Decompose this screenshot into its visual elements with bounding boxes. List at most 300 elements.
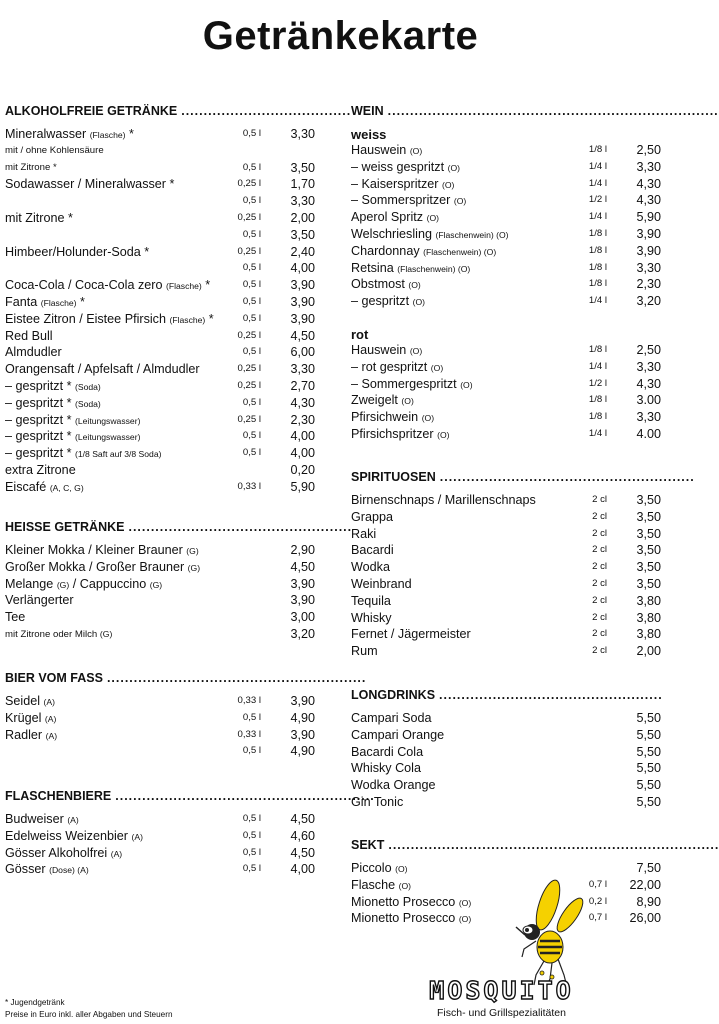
item-name — [5, 445, 161, 463]
allergen-note: (O) — [398, 880, 412, 891]
item-quantity: 0,33 l — [237, 695, 261, 706]
allergen-note: (O) — [426, 213, 440, 224]
page-title: Getränkekarte — [202, 14, 479, 58]
menu-item — [351, 293, 663, 310]
menu-item — [351, 260, 663, 277]
allergen-note: (Leitungswasser) — [75, 432, 141, 443]
menu-item — [5, 244, 317, 261]
item-name-text: Rum — [351, 644, 378, 659]
item-name-text: Almdudler — [5, 345, 62, 360]
logo-wordmark: MOSQUITO — [429, 976, 574, 1005]
allergen-note: (G) — [149, 579, 163, 590]
menu-item — [5, 428, 317, 445]
section-header — [351, 466, 695, 484]
menu-item — [5, 609, 317, 626]
item-name — [351, 293, 425, 311]
item-name-text: Raki — [351, 526, 377, 541]
item-name — [351, 260, 470, 278]
item-name — [351, 492, 536, 509]
menu-item — [351, 226, 663, 243]
item-quantity: 0,25 l — [237, 413, 261, 425]
item-name — [5, 176, 174, 193]
item-name — [351, 727, 444, 744]
item-name-text: Chardonnay — [351, 243, 420, 258]
item-price: 4,30 — [636, 193, 661, 208]
allergen-note: (Flaschenwein) (O) — [397, 263, 471, 274]
logo-subtitle: Fisch- und Grillspezialitäten — [437, 1007, 566, 1019]
allergen-note: (A) — [67, 815, 79, 825]
menu-item — [5, 176, 317, 193]
item-price: 2,50 — [636, 342, 661, 357]
item-name — [351, 610, 392, 627]
item-quantity: 1/8 l — [588, 144, 607, 155]
item-name-text: Flasche — [351, 877, 396, 892]
item-name — [5, 576, 162, 594]
menu-item — [351, 276, 663, 293]
item-quantity: 0,25 l — [237, 178, 261, 190]
item-price: 3,50 — [636, 526, 661, 541]
item-name-text: Orangensaft / Apfelsaft / Almdudler — [5, 362, 200, 377]
item-quantity: 0,5 l — [242, 829, 261, 841]
item-name-text: Fernet / Jägermeister — [351, 627, 471, 642]
section-header — [5, 667, 367, 685]
item-name-text: Campari Soda — [351, 711, 432, 725]
section-dots: .......................................................... — [106, 671, 367, 685]
item-quantity: 0,5 l — [242, 295, 261, 307]
item-price: 3,90 — [636, 243, 661, 258]
item-name — [5, 143, 104, 160]
allergen-note: (O) — [430, 362, 444, 373]
section-dots: .................................................. — [439, 688, 663, 702]
item-quantity: 1/4 l — [588, 211, 607, 223]
item-price: 5,50 — [636, 761, 661, 776]
menu-item — [5, 328, 317, 345]
item-name-text: – gespritzt * — [5, 378, 72, 393]
item-name-suffix: * — [201, 278, 211, 293]
item-name — [5, 828, 143, 846]
item-name — [351, 509, 393, 526]
allergen-note: (1/8 Saft auf 3/8 Soda) — [75, 449, 162, 460]
item-name-text: mit Zitrone * — [5, 210, 73, 225]
item-name — [5, 592, 74, 609]
item-name-text: Wodka Orange — [351, 778, 436, 793]
item-name — [5, 710, 56, 728]
menu-item — [5, 592, 317, 609]
subsection-label: weiss — [351, 127, 387, 142]
item-name — [5, 693, 55, 711]
allergen-note: (G) — [186, 546, 199, 556]
subsection-label: rot — [351, 326, 369, 342]
item-quantity: 0,33 l — [237, 480, 261, 492]
item-quantity: 1/8 l — [588, 227, 607, 239]
item-quantity: 1/4 l — [588, 295, 607, 307]
allergen-note: (O) — [421, 413, 435, 424]
item-name — [5, 378, 101, 396]
footnote-prices: Preise in Euro inkl. aller Abgaben und Steuern — [5, 1010, 173, 1019]
item-price: 6,00 — [290, 345, 315, 360]
item-name-text: Eiscafé — [5, 479, 47, 494]
menu-item — [5, 559, 317, 576]
item-name-text: – gespritzt * — [5, 429, 72, 444]
allergen-note: (O) — [437, 429, 450, 440]
item-name-text: Gösser Alkoholfrei — [5, 845, 108, 860]
menu-item — [351, 243, 663, 260]
item-name — [351, 777, 435, 794]
item-name-text: Budweiser — [5, 812, 64, 826]
item-name-text: Mionetto Prosecco — [351, 911, 456, 926]
item-name-text: Bacardi — [351, 543, 394, 558]
menu-item — [5, 260, 317, 277]
menu-item — [5, 710, 317, 727]
item-name-text: Edelweiss Weizenbier — [5, 828, 128, 843]
menu-item — [5, 344, 317, 361]
item-quantity: 1/8 l — [588, 261, 607, 273]
menu-item — [351, 176, 663, 193]
item-price: 26,00 — [629, 911, 661, 926]
item-price: 3,50 — [636, 493, 661, 507]
item-name-text: Retsina — [351, 260, 394, 275]
item-name — [5, 727, 57, 745]
menu-item — [351, 860, 663, 877]
allergen-note: (Flaschenwein) (O) — [435, 229, 509, 240]
item-quantity: 0,7 l — [588, 912, 607, 924]
menu-item — [5, 445, 317, 462]
item-quantity: 0,25 l — [237, 211, 261, 223]
menu-item — [5, 727, 317, 744]
allergen-note: (Flasche) — [89, 130, 126, 140]
item-quantity: 1/4 l — [588, 360, 607, 372]
item-quantity: 0,5 l — [242, 228, 261, 240]
item-quantity: 2 cl — [592, 544, 607, 556]
menu-section — [351, 100, 719, 443]
item-name — [5, 845, 122, 863]
item-quantity: 0,5 l — [242, 161, 261, 173]
item-quantity: 0,25 l — [237, 379, 261, 391]
menu-item — [351, 643, 663, 660]
item-name — [351, 643, 378, 660]
item-price: 4,50 — [290, 845, 315, 860]
allergen-note: (Leitungswasser) — [75, 415, 141, 426]
menu-item — [351, 710, 663, 727]
item-price: 3,90 — [290, 593, 315, 608]
item-name-text: – rot gespritzt — [351, 359, 428, 374]
menu-item — [5, 542, 317, 559]
item-quantity: 1/4 l — [588, 177, 607, 189]
item-name — [5, 160, 57, 177]
item-name — [351, 593, 391, 610]
item-name-suffix: * — [205, 311, 214, 326]
item-quantity: 0,5 l — [242, 195, 261, 207]
item-price: 5,50 — [636, 778, 661, 793]
item-name-text: Verlängerter — [5, 593, 74, 608]
item-price: 3,90 — [290, 727, 315, 742]
allergen-note: (A) — [45, 730, 58, 741]
item-name-text: Piccolo — [351, 861, 392, 875]
section-header — [5, 100, 352, 118]
item-quantity: 1/4 l — [588, 427, 607, 439]
item-name — [351, 426, 450, 444]
item-name — [5, 542, 199, 560]
item-price: 4,50 — [290, 812, 315, 826]
menu-item — [5, 479, 317, 496]
item-name — [351, 159, 460, 177]
item-price: 3,20 — [290, 626, 315, 641]
allergen-note: (G) — [187, 562, 201, 573]
menu-item — [351, 409, 663, 426]
item-name — [351, 226, 509, 244]
item-quantity: 0,5 l — [242, 447, 261, 459]
item-name-text: Pfirsichspritzer — [351, 426, 434, 441]
item-name — [351, 376, 473, 394]
allergen-note: (O) — [458, 897, 472, 908]
allergen-note: (O) — [409, 146, 423, 156]
item-name — [351, 392, 414, 410]
menu-item — [5, 294, 317, 311]
section-dots: .......................................................... — [115, 789, 375, 803]
item-price: 4,50 — [290, 559, 315, 574]
item-quantity: 2 cl — [592, 561, 607, 573]
menu-item — [5, 845, 317, 862]
item-name-text: – Sommerspritzer — [351, 193, 451, 208]
item-name — [351, 176, 454, 194]
item-price: 3,30 — [636, 359, 661, 374]
item-name — [5, 559, 200, 577]
item-name — [351, 209, 439, 227]
allergen-note: (O) — [409, 345, 423, 356]
allergen-note: (Soda) — [75, 398, 101, 409]
item-price: 3,90 — [290, 311, 315, 326]
item-name-text: Red Bull — [5, 328, 53, 343]
item-name — [351, 409, 434, 427]
menu-item — [351, 159, 663, 176]
item-name-text: – weiss gespritzt — [351, 159, 445, 174]
allergen-note: (O) — [447, 162, 461, 173]
menu-item — [351, 542, 663, 559]
item-price: 4,50 — [290, 328, 315, 343]
item-quantity: 0,5 l — [242, 312, 261, 324]
allergen-note: (Flasche) — [169, 314, 206, 325]
item-name — [5, 412, 140, 430]
item-name — [351, 877, 411, 895]
menu-item — [351, 359, 663, 376]
item-name — [5, 361, 200, 378]
item-price: 2,40 — [290, 244, 315, 259]
item-name-suffix: * — [125, 127, 134, 141]
menu-item — [5, 143, 317, 160]
item-name-text: Himbeer/Holunder-Soda * — [5, 244, 150, 259]
item-name — [5, 626, 112, 644]
item-name — [5, 294, 85, 312]
section-header — [351, 100, 719, 118]
item-quantity: 0,2 l — [588, 895, 607, 907]
item-name — [351, 760, 421, 777]
item-name — [351, 359, 443, 377]
menu-item — [5, 462, 317, 479]
item-quantity: 0,25 l — [237, 363, 261, 375]
allergen-note: (O) — [412, 297, 426, 308]
item-name-text: – gespritzt — [351, 294, 410, 309]
item-name-text: Wodka — [351, 560, 390, 575]
item-name — [5, 811, 79, 829]
menu-item — [351, 142, 663, 159]
item-name-text: Zweigelt — [351, 393, 398, 408]
section-title: HEISSE GETRÄNKE — [5, 520, 125, 534]
item-price: 2,30 — [636, 277, 661, 292]
item-price: 3,30 — [636, 159, 661, 174]
menu-item — [351, 559, 663, 576]
item-name-text: Gin Tonic — [351, 794, 404, 809]
item-price: 3,50 — [636, 576, 661, 591]
item-quantity: 2 cl — [592, 611, 607, 623]
menu-item — [5, 828, 317, 845]
item-name-text: Campari Orange — [351, 727, 445, 742]
allergen-note: (A) — [131, 831, 143, 842]
item-quantity: 0,5 l — [242, 863, 261, 875]
section-dots: .......................................................................... — [387, 104, 719, 118]
item-price: 4,00 — [290, 429, 315, 444]
item-price: 4,00 — [290, 446, 315, 461]
item-price: 3,30 — [290, 362, 315, 377]
item-name-suffix: / Cappuccino — [69, 576, 147, 591]
item-name — [351, 542, 394, 559]
allergen-note: (A) — [43, 697, 55, 707]
item-price: 3,90 — [290, 294, 315, 309]
item-price: 3,50 — [636, 560, 661, 575]
item-name — [5, 210, 73, 227]
item-quantity: 1/8 l — [588, 278, 607, 290]
item-name-text: Birnenschnaps / Marillenschnaps — [351, 493, 536, 507]
menu-section — [351, 466, 695, 660]
menu-item — [5, 227, 317, 244]
item-name-text: Whisky — [351, 610, 392, 625]
item-price: 7,50 — [636, 861, 661, 875]
item-price: 3,30 — [636, 260, 661, 275]
menu-item — [5, 277, 317, 294]
menu-section — [5, 100, 352, 496]
item-name — [5, 344, 62, 361]
item-name — [351, 192, 466, 210]
item-price: 3,90 — [290, 694, 315, 708]
section-header — [351, 684, 663, 702]
item-name-text: Hauswein — [351, 342, 407, 357]
menu-item — [5, 743, 317, 760]
item-price: 3,30 — [290, 194, 315, 209]
menu-item — [351, 209, 663, 226]
item-price: 3,90 — [636, 226, 661, 241]
item-quantity: 0,5 l — [242, 346, 261, 358]
item-price: 3,50 — [290, 227, 315, 242]
item-price: 5,50 — [636, 744, 661, 759]
item-price: 4,30 — [290, 395, 315, 410]
item-name — [5, 479, 84, 497]
section-dots: ......................................................... — [439, 470, 695, 484]
item-price: 22,00 — [629, 877, 661, 892]
footnote — [5, 997, 173, 1021]
menu-item — [5, 311, 317, 328]
item-quantity: 1/8 l — [588, 244, 607, 256]
item-quantity: 0,5 l — [242, 279, 261, 291]
item-price: 3,50 — [636, 543, 661, 558]
allergen-note: (O) — [442, 179, 455, 190]
item-name — [5, 861, 89, 879]
item-name — [351, 526, 376, 543]
item-name — [5, 126, 134, 144]
section-title: LONGDRINKS — [351, 688, 436, 702]
item-name — [5, 395, 101, 413]
section-title: ALKOHOLFREIE GETRÄNKE — [5, 104, 178, 118]
allergen-note: (O) — [408, 280, 421, 291]
item-quantity: 0,5 l — [242, 846, 261, 858]
menu-item — [351, 777, 663, 794]
item-name-text: Hauswein — [351, 143, 407, 157]
menu-item — [351, 509, 663, 526]
menu-item — [351, 492, 663, 509]
item-quantity: 1/2 l — [588, 194, 607, 206]
item-name — [351, 576, 412, 593]
item-quantity: 0,5 l — [242, 430, 261, 442]
section-header — [5, 785, 375, 803]
item-name-text: – Kaiserspritzer — [351, 176, 439, 191]
item-name-text: Eistee Zitron / Eistee Pfirsich — [5, 311, 166, 326]
item-price: 8,90 — [636, 894, 661, 909]
menu-item — [5, 193, 317, 210]
item-price: 3,80 — [636, 610, 661, 625]
item-name — [351, 559, 390, 576]
item-name — [351, 794, 403, 811]
item-name — [5, 462, 76, 479]
menu-item — [351, 794, 663, 811]
allergen-note: (Flasche) — [165, 281, 202, 292]
item-name-text: Obstmost — [351, 277, 405, 292]
item-quantity: 2 cl — [592, 510, 607, 522]
section-title: BIER VOM FASS — [5, 671, 103, 685]
item-price: 3,90 — [290, 576, 315, 591]
item-name — [5, 428, 140, 446]
menu-item — [5, 210, 317, 227]
item-price: 5,50 — [636, 794, 661, 809]
item-price: 5,50 — [636, 727, 661, 742]
item-name-text: – gespritzt * — [5, 412, 72, 427]
allergen-note: (O) — [401, 396, 414, 407]
menu-item — [5, 378, 317, 395]
item-name-text: Fanta — [5, 294, 38, 309]
item-price: 3,30 — [636, 410, 661, 425]
item-name — [351, 342, 422, 360]
item-price: 4,60 — [290, 828, 315, 843]
item-name-text: Mionetto Prosecco — [351, 894, 456, 909]
section-dots: .......................................................................... — [388, 838, 719, 852]
item-quantity: 1/8 l — [588, 411, 607, 423]
item-price: 4,00 — [290, 862, 315, 877]
menu-item — [5, 412, 317, 429]
item-name — [351, 626, 471, 643]
item-name-text: mit Zitrone oder Milch — [5, 628, 98, 640]
section-title: WEIN — [351, 104, 384, 118]
item-name-text: mit / ohne Kohlensäure — [5, 144, 104, 156]
menu-item — [351, 593, 663, 610]
allergen-note: (G) — [99, 628, 113, 639]
item-name-text: Coca-Cola / Coca-Cola zero — [5, 278, 163, 293]
item-name-text: Krügel — [5, 710, 42, 725]
item-price: 1,70 — [290, 177, 315, 192]
item-quantity: 2 cl — [592, 577, 607, 589]
item-name-text: Aperol Spritz — [351, 210, 424, 225]
menu-item — [351, 744, 663, 761]
item-name-text: – Sommergespritzt — [351, 376, 457, 391]
item-price: 0,20 — [290, 462, 315, 477]
item-price: 2,00 — [290, 210, 315, 225]
item-name-text: Großer Mokka / Großer Brauner — [5, 559, 185, 574]
